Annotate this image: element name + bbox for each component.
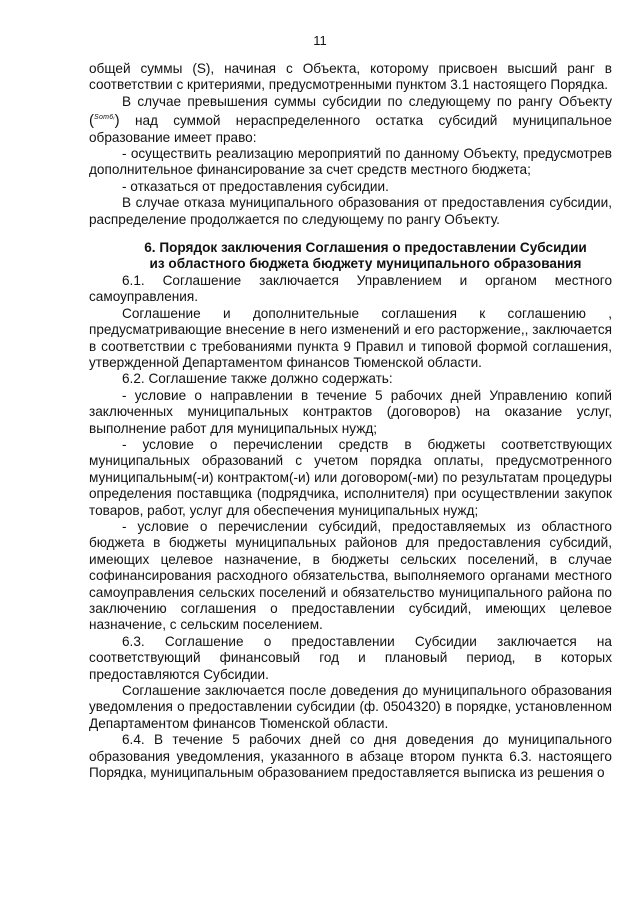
paragraph-option-refuse: - отказаться от предоставления субсидии. [122,178,389,194]
document-body [89,61,612,781]
clause-6-4: 6.4. В течение 5 рабочих дней со дня доведения до муниципального образования уведомления, указанного в абзаце втором пункта 6.3. настоящего Порядка, муниципальным образованием предоставляется выписка из решения о [89,732,612,781]
section-heading-line2: из областного бюджета бюджету муниципального образования [149,256,582,272]
clause-6-2-subsidies: - условие о перечислении субсидий, предоставляемых из областного бюджета в бюджеты муниципальных районов для предоставления субсидий, имеющих целевое назначение, в бюджеты сельских поселений, в случае софинансирования расходного обязательства, выполняемого органами местного самоуправления сельских поселений и обязательство муниципального района по заключению соглашения о предоставлении субсидий, имеющих целевое назначение, с сельским поселением. [89,518,612,633]
clause-6-3: 6.3. Соглашение о предоставлении Субсидии заключается на соответствующий финансовый год и плановый период, в которых предоставляются Субсидии. [89,633,612,682]
paragraph-total-sum: общей суммы (S), начиная с Объекта, которому присвоен высший ранг в соответствии с критериями, предусмотренными пунктом 3.1 настоящего Порядка. [89,61,612,93]
page-number: 11 [313,33,327,48]
paragraph-excess-subsidy-start: В случае превышения суммы субсидии по следующему по рангу Объекту [122,93,612,109]
clause-6-2-contracts: - условие о направлении в течение 5 рабочих дней Управлению копий заключенных муниципальных контрактов (договоров) на оказание услуг, выполнение работ для муниципальных нужд; [89,387,612,436]
clause-6-2: 6.2. Соглашение также должно содержать: [122,371,393,387]
section-gap [89,228,612,240]
formula-som6i: Som6ᵢ [94,114,115,122]
section-heading-line1: 6. Порядок заключения Соглашения о предоставлении Субсидии [144,240,587,256]
paragraph-excess-subsidy-end: над суммой нераспределенного остатка субсидий муниципальное образование имеет право: [89,113,612,145]
formula-close-paren: ) [114,112,120,130]
paragraph-option-implement: - осуществить реализацию мероприятий по данному Объекту, предусмотрев дополнительное финансирование за счет средств местного бюджета; [89,146,612,178]
paragraph-excess-subsidy [89,94,612,146]
clause-6-2-transfer: - условие о перечислении средств в бюджеты соответствующих муниципальных образований с учетом порядка оплаты, предусмотренного муниципальным(-и) контрактом(-и) или договором(-ми) по результатам процедуры определения поставщика (подрядчика, исполнителя) при осуществлении закупок товаров, работ, услуг для обеспечения муниципальных нужд; [89,436,612,518]
paragraph-refusal-distribution: В случае отказа муниципального образования от предоставления субсидии, распределение продолжается по следующему по рангу Объекту. [89,195,612,227]
clause-6-3-notification: Соглашение заключается после доведения до муниципального образования уведомления о предоставлении субсидии (ф. 0504320) в порядке, установленном Департаментом финансов Тюменской области. [89,683,612,731]
formula-open-paren: ( [89,112,94,130]
clause-6-1-agreements: Соглашение и дополнительные соглашения к соглашению , предусматривающие внесение в него изменений и его расторжение,, заключается в соответствии с требованиями пункта 9 Правил и типовой формой соглашения, утвержденной Департаментом финансов Тюменской области. [89,305,612,370]
clause-6-1: 6.1. Соглашение заключается Управлением и органом местного самоуправления. [89,272,612,305]
